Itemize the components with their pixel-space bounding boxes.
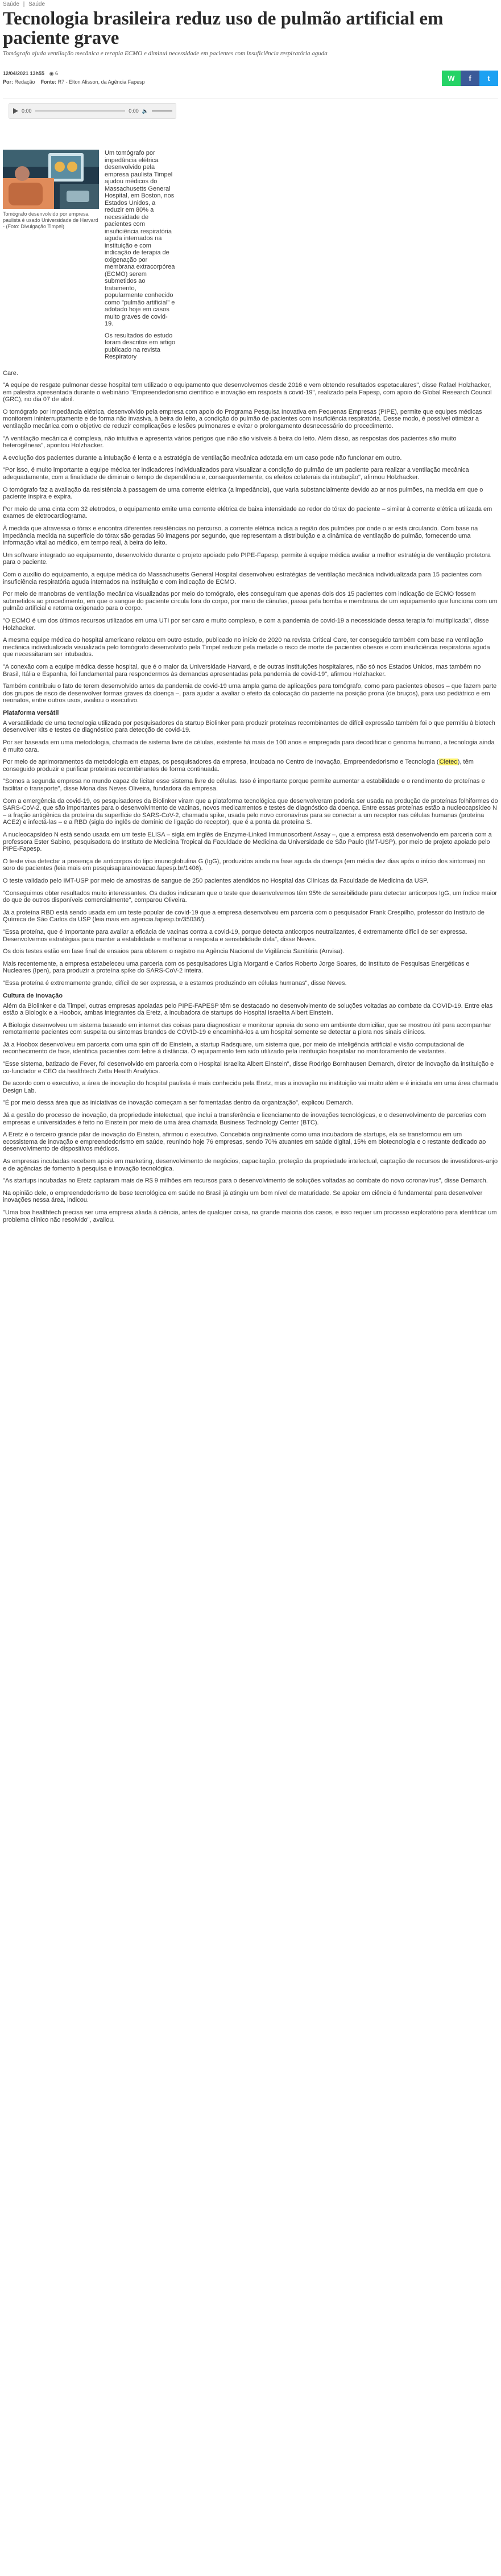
lead-figure bbox=[3, 150, 99, 365]
paragraph: A evolução dos pacientes durante a intubação é lenta e a estratégia de ventilação mecânica adotada em um caso pode não funcionar em outro. bbox=[3, 454, 402, 461]
paragraph: "A conexão com a equipe médica desse hospital, que é o maior da Universidade Harvard, e de outras instituições hospitalares, não só nos Estados Unidos, mas também no Brasil, Itália e Espanha, foi fundamental para respondermos às demandas apresentadas pela pandemia de covid-19", afirmou Holzhacker. bbox=[3, 663, 481, 678]
play-icon[interactable] bbox=[13, 108, 18, 114]
share-buttons bbox=[442, 71, 498, 86]
paragraph: A Eretz é o terceiro grande pilar de inovação do Einstein, afirmou o executivo. Concebida originalmente como uma incubadora de startups, ela se transformou em um ecossistema de inovação e empreendedorismo em saúde, reunindo hoje 76 empresas, sendo 70% atuantes em saúde digital, 15% em biotecnologia e o restante dedicado ao desenvolvimento de dispositivos médicos. bbox=[3, 1131, 486, 1153]
article-subtitle: Tomógrafo ajuda ventilação mecânica e terapia ECMO e diminui necessidade em pacientes com insuficiência respiratória aguda bbox=[3, 50, 328, 57]
volume-slider[interactable] bbox=[152, 110, 172, 112]
article-page bbox=[0, 0, 501, 1240]
paragraph: A mesma equipe médica do hospital americano relatou em outro estudo, publicado no início de 2020 na revista Critical Care, ter conseguido também com base na ventilação mecânica individualizada visualizada pelo tomógrafo desenvolvido pela Timpel reduzir pela metade o risco de morte de pacientes obesos e com insuficiência respiratória aguda que necessitaram ser intubados. bbox=[3, 637, 490, 658]
paragraph: "Essa proteína é extremamente grande, difícil de ser expressa, e a estamos produzindo em células humanas", disse Neves. bbox=[3, 979, 347, 987]
section-heading: Plataforma versátil bbox=[3, 709, 59, 716]
article-photo bbox=[3, 150, 99, 209]
author-value: Redação bbox=[14, 79, 35, 85]
paragraph: Por ser baseada em uma metodologia, chamada de sistema livre de células, existente há mais de 100 anos e empregada para decodificar o genoma humano, a tecnologia ainda é muito cara. bbox=[3, 739, 495, 753]
paragraph: Care. bbox=[3, 369, 18, 377]
facebook-share-button[interactable] bbox=[461, 71, 479, 86]
highlighted-term: Cietec bbox=[439, 759, 457, 766]
paragraph bbox=[3, 759, 498, 773]
text-fragment: Por meio de aprimoramentos da metodologia em etapas, os pesquisadores da empresa, incubada no Centro de Inovação, Empreendedorismo e Tecnologia ( bbox=[3, 759, 439, 766]
audio-player[interactable] bbox=[9, 103, 176, 119]
whatsapp-icon: W bbox=[448, 74, 455, 83]
paragraph: Na opinião dele, o empreendedorismo de base tecnológica em saúde no Brasil já atingiu um bom nível de maturidade. Se apoiar em ciência é fundamental para desenvolver inovações nessa área, indicou. bbox=[3, 1189, 483, 1204]
paragraph: A nucleocapsídeo N está sendo usada em um teste ELISA – sigla em inglês de Enzyme-Linked Immunosorbent Assay –, que a empresa está desenvolvendo em parceria com a professora Ester Sabino, pesquisadora do Instituto de Medicina Tropical da Faculdade de Medicina da Universidade de São Paulo (IMT-USP), por meio de projeto apoiado pelo PIPE-Fapesp. bbox=[3, 831, 492, 853]
paragraph: Um software integrado ao equipamento, desenvolvido durante o projeto apoiado pelo PIPE-Fapesp, permite à equipe médica avaliar a melhor estratégia de ventilação protetora para o paciente. bbox=[3, 551, 491, 566]
whatsapp-share-button[interactable] bbox=[442, 71, 461, 86]
volume-icon[interactable]: 🔈 bbox=[142, 108, 148, 114]
article-body bbox=[3, 370, 498, 1224]
paragraph: Por meio de uma cinta com 32 eletrodos, o equipamento emite uma corrente elétrica de baixa intensidade ao redor do tórax do paciente – similar à corrente elétrica utilizada em exames de eletrocardiograma. bbox=[3, 505, 492, 520]
paragraph: O tomógrafo faz a avaliação da resistência à passagem de uma corrente elétrica (a impedância), que varia substancialmente devido ao ar nos pulmões, na medida em que o paciente inspira e expira. bbox=[3, 486, 483, 501]
facebook-icon: f bbox=[469, 74, 471, 83]
author-label: Por: bbox=[3, 79, 13, 85]
breadcrumb-item[interactable]: Saúde bbox=[28, 1, 45, 7]
paragraph: De acordo com o executivo, a área de inovação do hospital paulista é mais conhecida pela Eretz, mas a inovação na instituição vai muito além e é iniciada em uma área chamada Design Lab. bbox=[3, 1080, 498, 1094]
paragraph: "Essa proteína, que é importante para avaliar a eficácia de vacinas contra a covid-19, porque detecta anticorpos neutralizantes, é extremamente difícil de ser expressa. Desenvolvemos estratégias para manter a estabilidade e melhorar a resposta e sensibilidade dela", disse Neves. bbox=[3, 928, 467, 943]
paragraph: "Por isso, é muito importante a equipe médica ter indicadores individualizados para visualizar a condição do pulmão de um paciente para realizar a ventilação mecânica adequadamente, com a finalidade de diminuir o tempo de dependência e, consequentemente, os efeitos colaterais da intubação", afirmou Holzhacker. bbox=[3, 467, 469, 481]
lead-section bbox=[3, 150, 498, 365]
paragraph: A versatilidade de uma tecnologia utilizada por pesquisadores da startup Biolinker para produzir proteínas recombinantes de difícil expressão também foi o que permitiu à biotech desenvolver kits e testes de diagnóstico para detecção de covid-19. bbox=[3, 719, 495, 734]
paragraph: Com a emergência da covid-19, os pesquisadores da Biolinker viram que a plataforma tecnológica que desenvolveram poderia ser usada na produção de proteínas folhiformes do SARS-CoV-2, que são importantes para o desenvolvimento de vacinas, novos medicamentos e testes de diagnóstico da doença. Entre essas proteínas estão a nucleocapsídeo N – a fração antigênica da proteína da superfície do SARS-CoV-2, chamada spike, usada pelo novo coronavírus para se conectar a um receptor nas células humanas (proteína ACE2) e infectá-las – e a RBD (sigla do inglês de domínio de ligação do receptor), que é a ponta da proteína S. bbox=[3, 797, 498, 826]
paragraph: "Uma boa healthtech precisa ser uma empresa aliada à ciência, antes de qualquer coisa, na grande maioria dos casos, e isso requer um processo exploratório para identificar um problema clínico não resolvido", avaliou. bbox=[3, 1209, 497, 1223]
breadcrumb-separator: | bbox=[23, 1, 25, 7]
paragraph: Além da Biolinker e da Timpel, outras empresas apoiadas pelo PIPE-FAPESP têm se destacado no desenvolvimento de soluções voltadas ao combate da COVID-19. Entre elas estão a Biologix e a Hoobox, ambas integrantes da Eretz, a incubadora de startups do Hospital Israelita Albert Einstein. bbox=[3, 1002, 493, 1017]
paragraph: À medida que atravessa o tórax e encontra diferentes resistências no percurso, a corrente elétrica indica a região dos pulmões por onde o ar está circulando. Com base na impedância medida na superfície do tórax são geradas 50 imagens por segundo, que representam a distribuição e a dinâmica de ventilação do pulmão, fornecendo uma informação vital ao médico, em tempo real, à beira do leito. bbox=[3, 525, 478, 547]
view-count: 6 bbox=[55, 71, 58, 76]
paragraph: A Biologix desenvolveu um sistema baseado em internet das coisas para diagnosticar e monitorar apneia do sono em ambiente domiciliar, que se mostrou útil para acompanhar remotamente pacientes com suspeita ou sintomas brandos de COVID-19 e encaminhá-los a um hospital somente se detectar a piora nos sinais clínicos. bbox=[3, 1021, 492, 1036]
paragraph: As empresas incubadas recebem apoio em marketing, desenvolvimento de negócios, capacitação, proteção da propriedade intelectual, captação de recursos de investidores-anjo e de agências de fomento à pesquisa e inovação tecnológica. bbox=[3, 1158, 498, 1172]
article-meta bbox=[3, 71, 498, 98]
paragraph: "Conseguimos obter resultados muito interessantes. Os dados indicaram que o teste que desenvolvemos têm 95% de sensibilidade para detectar anticorpos IgG, um índice maior do que de outros disponíveis comercialmente", comparou Oliveira. bbox=[3, 889, 498, 904]
lead-text bbox=[105, 150, 176, 365]
audio-progress-track[interactable] bbox=[35, 110, 126, 112]
text-fragment: ), têm conseguido produzir e purificar proteínas recombinantes de forma continuada. bbox=[3, 759, 474, 773]
paragraph: "Somos a segunda empresa no mundo capaz de licitar esse sistema livre de células. Isso é importante porque permite aumentar a estabilidade e o rendimento de proteínas e facilitar o transporte", disse Mona das Neves Oliveira, fundadora da empresa. bbox=[3, 778, 485, 793]
paragraph: O teste validado pelo IMT-USP por meio de amostras de sangue de 250 pacientes atendidos no Hospital das Clínicas da Faculdade de Medicina da USP. bbox=[3, 877, 429, 884]
paragraph: Os dois testes estão em fase final de ensaios para obterem o registro na Agência Nacional de Vigilância Sanitária (Anvisa). bbox=[3, 948, 345, 955]
paragraph: Com o auxílio do equipamento, a equipe médica do Massachusetts General Hospital desenvolveu estratégias de ventilação mecânica individualizada para 15 pacientes com insuficiência respiratória aguda internados na instituição e com indicação de ECMO. bbox=[3, 571, 482, 586]
eye-icon: ◉ bbox=[49, 71, 54, 76]
paragraph: Já a proteína RBD está sendo usada em um teste popular de covid-19 que a empresa desenvolveu em parceria com o pesquisador Frank Crespilho, professor do Instituto de Química de São Carlos da USP (leia mais em agencia.fapesp.br/35036/). bbox=[3, 909, 485, 924]
paragraph: Por meio de manobras de ventilação mecânica visualizadas por meio do tomógrafo, eles conseguiram que apenas dois dos 15 pacientes com indicação de ECMO fossem submetidos ao procedimento, em que o sangue do paciente circula fora do corpo, por meio de cânulas, passa pela bomba e membrana de um equipamento que funciona com um pulmão artificial e retorna oxigenado para o corpo. bbox=[3, 591, 498, 612]
source-value: R7 - Elton Alisson, da Agência Fapesp bbox=[57, 79, 145, 85]
publish-date: 12/04/2021 13h55 bbox=[3, 71, 45, 76]
breadcrumb-item[interactable]: Saúde bbox=[3, 1, 19, 7]
paragraph: Mais recentemente, a empresa estabeleceu uma parceria com os pesquisadores Ligia Morganti e Carlos Roberto Jorge Soares, do Instituto de Pesquisas Energéticas e Nucleares (Ipen), para produzir a proteína spike do SARS-CoV-2 inteira. bbox=[3, 960, 470, 975]
paragraph: Também contribuiu o fato de terem desenvolvido antes da pandemia de covid-19 uma ampla gama de aplicações para tomógrafo, como para pacientes obesos – que fazem parte dos grupos de risco de desenvolver formas graves da doença –, para ajudar a avaliar o efeito da colocação do paciente na posição prona (de bruços), para uso pediátrico e em neonatos, entre outros usos, avaliou o executivo. bbox=[3, 683, 497, 704]
lead-paragraph: Um tomógrafo por impedância elétrica desenvolvido pela empresa paulista Timpel ajudou médicos do Massachusetts General Hospital, em Boston, nos Estados Unidos, a reduzir em 80% a necessidade de pacientes com insuficiência respiratória aguda internados na instituição e com indicação de terapia de oxigenação por membrana extracorpórea (ECMO) serem submetidos ao tratamento, popularmente conhecido como "pulmão artificial" e adotado hoje em casos muito graves de covid-19. bbox=[105, 150, 175, 327]
paragraph: "A equipe de resgate pulmonar desse hospital tem utilizado o equipamento que desenvolvemos desde 2016 e vem obtendo resultados espetaculares", disse Rafael Holzhacker, em palestra apresentada durante o webinário "Empreendedorismo científico e inovação em resposta à covid-19", realizado pela Fapesp, com apoio do Global Research Council (GRC), no dia 07 de abril. bbox=[3, 382, 492, 403]
article-title: Tecnologia brasileira reduz uso de pulmão artificial em paciente grave bbox=[3, 9, 444, 48]
paragraph: Já a gestão do processo de inovação, da propriedade intelectual, que inclui a transferência e licenciamento de inovações tecnológicas, e o desenvolvimento de parcerias com empresas e universidades é feito no Einstein por meio de uma área chamada Business Technology Center (BTC). bbox=[3, 1112, 486, 1126]
meta-info bbox=[3, 71, 145, 85]
twitter-icon: t bbox=[487, 74, 490, 83]
paragraph: "As startups incubadas no Eretz captaram mais de R$ 9 milhões em recursos para o desenvolvimento de soluções voltadas ao combate do novo coronavírus", disse Demarch. bbox=[3, 1177, 488, 1185]
section-heading: Cultura de inovação bbox=[3, 992, 63, 999]
breadcrumb bbox=[3, 0, 498, 9]
paragraph: "O ECMO é um dos últimos recursos utilizados em uma UTI por ser caro e muito complexo, e com a pandemia de covid-19 a necessidade dessa terapia foi multiplicada", disse Holzhacker. bbox=[3, 617, 489, 632]
paragraph: "É por meio dessa área que as iniciativas de inovação começam a ser fomentadas dentro da organização", explicou Demarch. bbox=[3, 1099, 354, 1107]
paragraph: O teste visa detectar a presença de anticorpos do tipo imunoglobulina G (IgG), produzidos ainda na fase aguda da doença (em média dez dias após o início dos sintomas) no soro de pacientes (leia mais em pesquisaparainovacao.fapesp.br/1406). bbox=[3, 858, 486, 872]
audio-time-start: 0:00 bbox=[22, 108, 32, 114]
photo-caption: Tomógrafo desenvolvido por empresa paulista é usado Universidade de Harvard - (Foto: Divulgação Timpel) bbox=[3, 211, 98, 229]
source-label: Fonte: bbox=[40, 79, 57, 85]
lead-paragraph: Os resultados do estudo foram descritos em artigo publicado na revista Respiratory bbox=[105, 332, 176, 360]
paragraph: "Esse sistema, batizado de Fever, foi desenvolvido em parceria com o Hospital Israelita Albert Einstein", disse Rodrigo Bornhausen Demarch, diretor de inovação da instituição e co-fundador e CEO da healthtech Zetta Health Analytics. bbox=[3, 1061, 494, 1075]
paragraph: Já a Hoobox desenvolveu em parceria com uma spin off do Einstein, a startup Radsquare, um sistema que, por meio de inteligência artificial e visão computacional de reconhecimento de face, identifica pacientes com febre à distância. O equipamento tem sido utilizado pela instituição hospitalar no monitoramento de visitantes. bbox=[3, 1041, 465, 1056]
twitter-share-button[interactable] bbox=[479, 71, 498, 86]
audio-time-end: 0:00 bbox=[129, 108, 139, 114]
paragraph: O tomógrafo por impedância elétrica, desenvolvido pela empresa com apoio do Programa Pesquisa Inovativa em Pequenas Empresas (PIPE), permite que equipes médicas monitorem ininterruptamente e de forma não invasiva, à beira do leito, a condição do pulmão de pacientes com insuficiência respiratória. Desse modo, é possível otimizar a ventilação mecânica com o objetivo de reduzir complicações e lesões pulmonares e evitar o prolongamento desnecessário do procedimento. bbox=[3, 408, 482, 430]
paragraph: "A ventilação mecânica é complexa, não intuitiva e apresenta vários perigos que não são visíveis à beira do leito. Além disso, as respostas dos pacientes são muito heterogêneas", apontou Holzhacker. bbox=[3, 435, 457, 450]
